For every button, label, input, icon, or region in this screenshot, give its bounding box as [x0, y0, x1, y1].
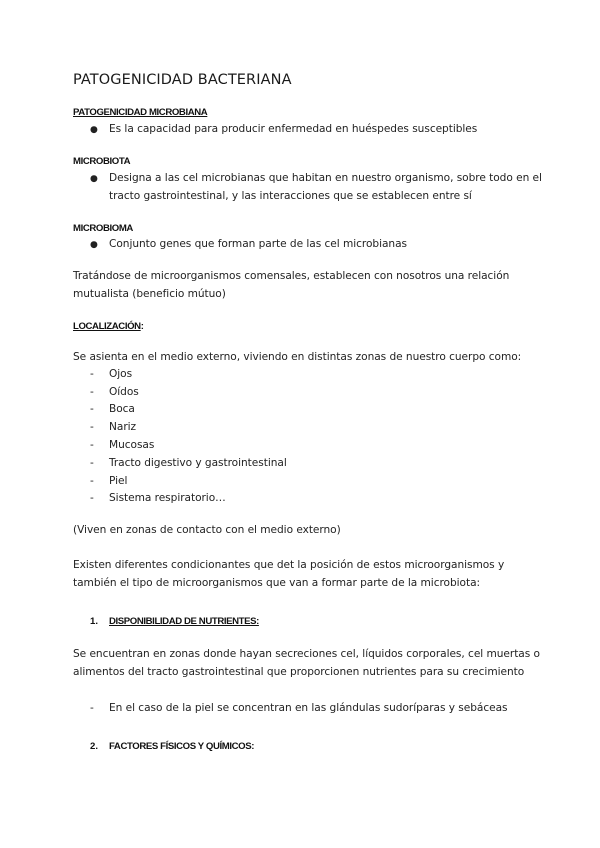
list-item: Piel — [109, 475, 128, 487]
dash-marker: - — [90, 403, 94, 415]
heading-microbioma: MICROBIOMA — [73, 223, 133, 234]
heading-microbiota: MICROBIOTA — [73, 156, 131, 167]
list-item: Tracto digestivo y gastrointestinal — [109, 457, 287, 469]
dash-marker: - — [90, 457, 94, 469]
heading-colon: : — [140, 321, 144, 332]
heading-localizacion: LOCALIZACIÓN — [73, 321, 141, 332]
paragraph-line: alimentos del tracto gastrointestinal que proporcionen nutrientes para su crecimiento — [73, 666, 525, 678]
bullet-text-line1: Designa a las cel microbianas que habitan en nuestro organismo, sobre todo en el — [109, 172, 542, 184]
document-title: PATOGENICIDAD BACTERIANA — [73, 72, 292, 88]
list-item: Nariz — [109, 421, 137, 433]
bullet-marker: ● — [90, 174, 98, 184]
paragraph-line: Existen diferentes condicionantes que det la posición de estos microorganismos y — [73, 559, 505, 571]
bullet-marker: ● — [90, 240, 98, 250]
paragraph-line: mutualista (beneficio mútuo) — [73, 288, 226, 300]
paragraph-line: Tratándose de microorganismos comensales, establecen con nosotros una relación — [73, 270, 510, 282]
heading-localizacion-wrapper — [73, 318, 143, 336]
dash-marker: - — [90, 439, 94, 451]
heading-patogenicidad-microbiana: PATOGENICIDAD MICROBIANA — [73, 107, 208, 118]
localizacion-intro: Se asienta en el medio externo, viviendo en distintas zonas de nuestro cuerpo como: — [73, 351, 522, 363]
numbered-marker: 1. — [90, 616, 99, 627]
heading-disponibilidad-nutrientes: DISPONIBILIDAD DE NUTRIENTES: — [109, 616, 259, 627]
dash-marker: - — [90, 368, 94, 380]
bullet-text-line2: tracto gastrointestinal, y las interacciones que se establecen entre sí — [109, 190, 472, 202]
dash-marker: - — [90, 421, 94, 433]
list-item: Ojos — [109, 368, 133, 380]
heading-factores-fisicos-quimicos: FACTORES FÍSICOS Y QUÍMICOS: — [109, 741, 254, 752]
bullet-text: Conjunto genes que forman parte de las cel microbianas — [109, 238, 407, 250]
bullet-marker: ● — [90, 125, 98, 135]
list-item: En el caso de la piel se concentran en las glándulas sudoríparas y sebáceas — [109, 702, 508, 714]
paragraph-line: también el tipo de microorganismos que van a formar parte de la microbiota: — [73, 577, 481, 589]
list-item: Boca — [109, 403, 135, 415]
bullet-text: Es la capacidad para producir enfermedad en huéspedes susceptibles — [109, 123, 478, 135]
dash-marker: - — [90, 492, 94, 504]
list-item: Sistema respiratorio… — [109, 492, 226, 504]
dash-marker: - — [90, 702, 94, 714]
dash-marker: - — [90, 475, 94, 487]
list-item: Oídos — [109, 386, 139, 398]
dash-marker: - — [90, 386, 94, 398]
paragraph-line: Se encuentran en zonas donde hayan secreciones cel, líquidos corporales, cel muertas o — [73, 648, 540, 660]
list-item: Mucosas — [109, 439, 155, 451]
numbered-marker: 2. — [90, 741, 99, 752]
localizacion-note: (Viven en zonas de contacto con el medio externo) — [73, 524, 341, 536]
